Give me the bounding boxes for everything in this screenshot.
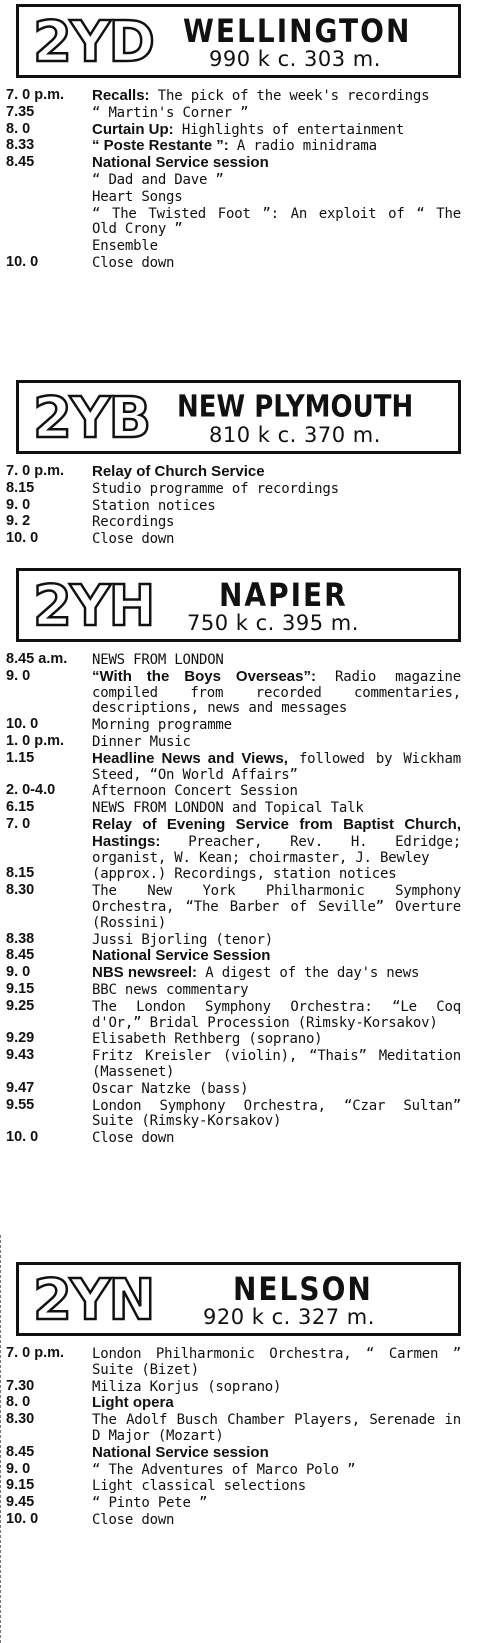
programme-desc: Heart Songs <box>92 188 183 205</box>
station-section-2yh <box>6 568 461 1147</box>
programme-list <box>6 652 461 1147</box>
station-callsign: 2YN <box>33 1268 154 1333</box>
programme-item <box>6 531 461 548</box>
programme-time: 9.15 <box>6 1477 35 1494</box>
programme-item <box>6 717 461 734</box>
programme-item <box>6 172 461 189</box>
programme-item <box>6 238 461 255</box>
programme-item <box>6 783 461 800</box>
programme-item <box>6 1495 461 1512</box>
programme-time: 8.30 <box>6 882 35 899</box>
programme-item <box>6 1462 461 1479</box>
programme-desc: National Service Session <box>92 947 271 965</box>
programme-time: 9.55 <box>6 1096 35 1113</box>
programme-desc: (approx.) Recordings, station notices <box>92 866 397 883</box>
programme-time: 7. 0 p.m. <box>6 463 65 479</box>
programme-desc: Headline News and Views, followed by Wickham Steed, “On World Affairs” <box>92 749 461 783</box>
page-margin-rule <box>0 1235 4 1643</box>
programme-time: 8.33 <box>6 137 35 154</box>
programme-desc: “ Martin's Corner ” <box>92 104 249 121</box>
programme-time <box>6 189 92 206</box>
programme-item <box>6 1395 461 1412</box>
programme-item <box>6 1031 461 1048</box>
station-city: NAPIER <box>219 575 348 614</box>
programme-desc: Close down <box>92 254 175 271</box>
programme-time: 7. 0 p.m. <box>6 1345 65 1361</box>
programme-desc: Recalls: The pick of the week's recordings <box>92 87 430 104</box>
programme-time <box>6 172 92 189</box>
programme-desc: Close down <box>92 1511 175 1528</box>
programme-time: 9.43 <box>6 1047 35 1064</box>
programme-desc: Light opera <box>92 1394 174 1412</box>
programme-time: 7. 0 p.m. <box>6 87 65 103</box>
programme-item <box>6 965 461 982</box>
programme-item <box>6 464 461 481</box>
programme-desc: National Service session <box>92 154 269 172</box>
station-city: WELLINGTON <box>183 11 412 50</box>
programme-item <box>6 883 461 931</box>
programme-item <box>6 948 461 965</box>
programme-item <box>6 514 461 531</box>
station-callsign: 2YH <box>33 574 154 639</box>
programme-desc: National Service session <box>92 1443 269 1461</box>
programme-desc: “ Dad and Dave ” <box>92 171 224 188</box>
programme-item <box>6 734 461 751</box>
programme-desc: Ensemble <box>92 238 158 255</box>
programme-time: 9.25 <box>6 997 35 1014</box>
station-callsign: 2YD <box>33 10 153 75</box>
programme-desc: Morning programme <box>92 717 232 734</box>
programme-item <box>6 932 461 949</box>
programme-item <box>6 817 461 866</box>
programme-time: 8. 0 <box>6 120 31 137</box>
programme-desc: Miliza Korjus (soprano) <box>92 1378 282 1395</box>
programme-time: 1.15 <box>6 749 35 766</box>
programme-desc: Light classical selections <box>92 1478 306 1495</box>
programme-time: 9.15 <box>6 980 35 997</box>
programme-time: 8.45 <box>6 1443 35 1460</box>
station-header <box>16 4 461 78</box>
programme-desc: The London Symphony Orchestra: “Le Coq d'Or,” Bridal Procession (Rimsky-Korsakov) <box>92 998 461 1031</box>
programme-desc: BBC news commentary <box>92 981 249 998</box>
programme-time: 9. 2 <box>6 513 31 530</box>
programme-time: 7.35 <box>6 103 35 120</box>
programme-desc: London Symphony Orchestra, “Czar Sultan” Suite (Rimsky-Korsakov) <box>92 1097 461 1130</box>
programme-item <box>6 122 461 139</box>
programme-desc: NBS newsreel: A digest of the day's news <box>92 964 420 982</box>
programme-item <box>6 669 461 717</box>
programme-desc: The New York Philharmonic Symphony Orchestra, “The Barber of Seville” Overture (Rossini) <box>92 883 461 931</box>
programme-item <box>6 1478 461 1495</box>
station-section-2yb <box>6 380 461 548</box>
station-section-2yd <box>6 4 461 272</box>
programme-time: 6.15 <box>6 799 35 816</box>
programme-list <box>6 88 461 272</box>
programme-item <box>6 652 461 669</box>
programme-time: 10. 0 <box>6 716 39 733</box>
programme-item <box>6 1379 461 1396</box>
programme-item <box>6 1412 461 1445</box>
station-frequency: 750 k c. 395 m. <box>187 611 359 635</box>
station-section-2yn <box>6 1262 461 1529</box>
programme-desc: Dinner Music <box>92 733 191 750</box>
programme-item <box>6 105 461 122</box>
programme-item <box>6 1098 461 1131</box>
programme-item <box>6 1130 461 1147</box>
programme-time: 1. 0 p.m. <box>6 732 65 749</box>
programme-time <box>6 238 92 255</box>
programme-item <box>6 206 461 239</box>
programme-time: 8.45 a.m. <box>6 651 68 667</box>
programme-desc: Studio programme of recordings <box>92 480 339 497</box>
programme-time: 9.47 <box>6 1079 35 1096</box>
programme-item <box>6 1445 461 1462</box>
programme-desc: London Philharmonic Orchestra, “ Carmen ” Suite (Bizet) <box>92 1346 461 1378</box>
programme-time: 10. 0 <box>6 1510 39 1527</box>
station-header <box>16 568 461 642</box>
programme-list <box>6 1346 461 1529</box>
station-header <box>16 1262 461 1336</box>
programme-desc: “ The Twisted Foot ”: An exploit of “ The Old Crony ” <box>92 205 461 238</box>
programme-desc: “ Poste Restante ”: A radio minidrama <box>92 137 377 155</box>
programme-time: 8.45 <box>6 947 35 964</box>
programme-item <box>6 138 461 155</box>
programme-time: 9. 0 <box>6 667 31 684</box>
programme-desc: Jussi Bjorling (tenor) <box>92 931 274 948</box>
programme-desc: Station notices <box>92 497 216 514</box>
programme-time: 9. 0 <box>6 496 31 513</box>
programme-item <box>6 481 461 498</box>
station-callsign: 2YB <box>33 386 150 451</box>
programme-list <box>6 464 461 548</box>
programme-time: 9.45 <box>6 1494 35 1511</box>
programme-time: 8.38 <box>6 930 35 947</box>
programme-desc: The Adolf Busch Chamber Players, Serenade in D Major (Mozart) <box>92 1412 461 1444</box>
programme-item <box>6 1346 461 1379</box>
programme-desc: NEWS FROM LONDON and Topical Talk <box>92 800 364 817</box>
programme-item <box>6 866 461 883</box>
programme-item <box>6 189 461 206</box>
programme-item <box>6 1512 461 1529</box>
programme-time: 9.29 <box>6 1030 35 1047</box>
programme-time: 7. 0 <box>6 815 31 832</box>
programme-item <box>6 1081 461 1098</box>
programme-desc: Recordings <box>92 514 175 531</box>
programme-item <box>6 999 461 1032</box>
programme-item <box>6 88 461 105</box>
programme-desc: Relay of Evening Service from Baptist Church, Hastings: Preacher, Rev. H. Edridge; organist, W. Kean; choirmaster, J. Bewley <box>92 815 461 866</box>
programme-time: 8.15 <box>6 479 35 496</box>
programme-time <box>6 206 92 239</box>
programme-time: 9. 0 <box>6 1460 31 1477</box>
programme-time: 7.30 <box>6 1377 35 1394</box>
programme-time: 10. 0 <box>6 253 39 270</box>
programme-item <box>6 155 461 172</box>
programme-item <box>6 982 461 999</box>
programme-time: 10. 0 <box>6 530 39 547</box>
programme-desc: Curtain Up: Highlights of entertainment <box>92 120 405 138</box>
programme-desc: Afternoon Concert Session <box>92 783 298 800</box>
station-city: NELSON <box>233 1269 373 1308</box>
programme-time: 8.45 <box>6 154 35 171</box>
programme-time: 2. 0-4.0 <box>6 782 56 799</box>
programme-desc: “ Pinto Pete ” <box>92 1495 208 1512</box>
station-frequency: 990 k c. 303 m. <box>209 47 381 71</box>
programme-desc: Close down <box>92 1130 175 1147</box>
station-frequency: 920 k c. 327 m. <box>203 1305 375 1329</box>
programme-time: 9. 0 <box>6 964 31 981</box>
programme-time: 10. 0 <box>6 1129 39 1146</box>
programme-desc: Close down <box>92 531 175 548</box>
programme-desc: NEWS FROM LONDON <box>92 652 224 668</box>
programme-desc: “With the Boys Overseas”: Radio magazine compiled from recorded commentaries, descriptions, news and messages <box>92 667 461 717</box>
programme-desc: Elisabeth Rethberg (soprano) <box>92 1031 323 1048</box>
programme-item <box>6 498 461 515</box>
programme-time: 8.15 <box>6 865 35 882</box>
programme-time: 8. 0 <box>6 1394 31 1411</box>
programme-desc: Relay of Church Service <box>92 463 265 480</box>
programme-time: 8.30 <box>6 1411 35 1428</box>
programme-desc: Fritz Kreisler (violin), “Thais” Meditation (Massenet) <box>92 1048 461 1080</box>
station-frequency: 810 k c. 370 m. <box>209 423 381 447</box>
programme-desc: “ The Adventures of Marco Polo ” <box>92 1461 356 1478</box>
programme-desc: Oscar Natzke (bass) <box>92 1080 249 1097</box>
station-header <box>16 380 461 454</box>
programme-item <box>6 800 461 817</box>
programme-item <box>6 255 461 272</box>
programme-item <box>6 751 461 784</box>
station-city: NEW PLYMOUTH <box>177 390 414 425</box>
programme-item <box>6 1048 461 1081</box>
